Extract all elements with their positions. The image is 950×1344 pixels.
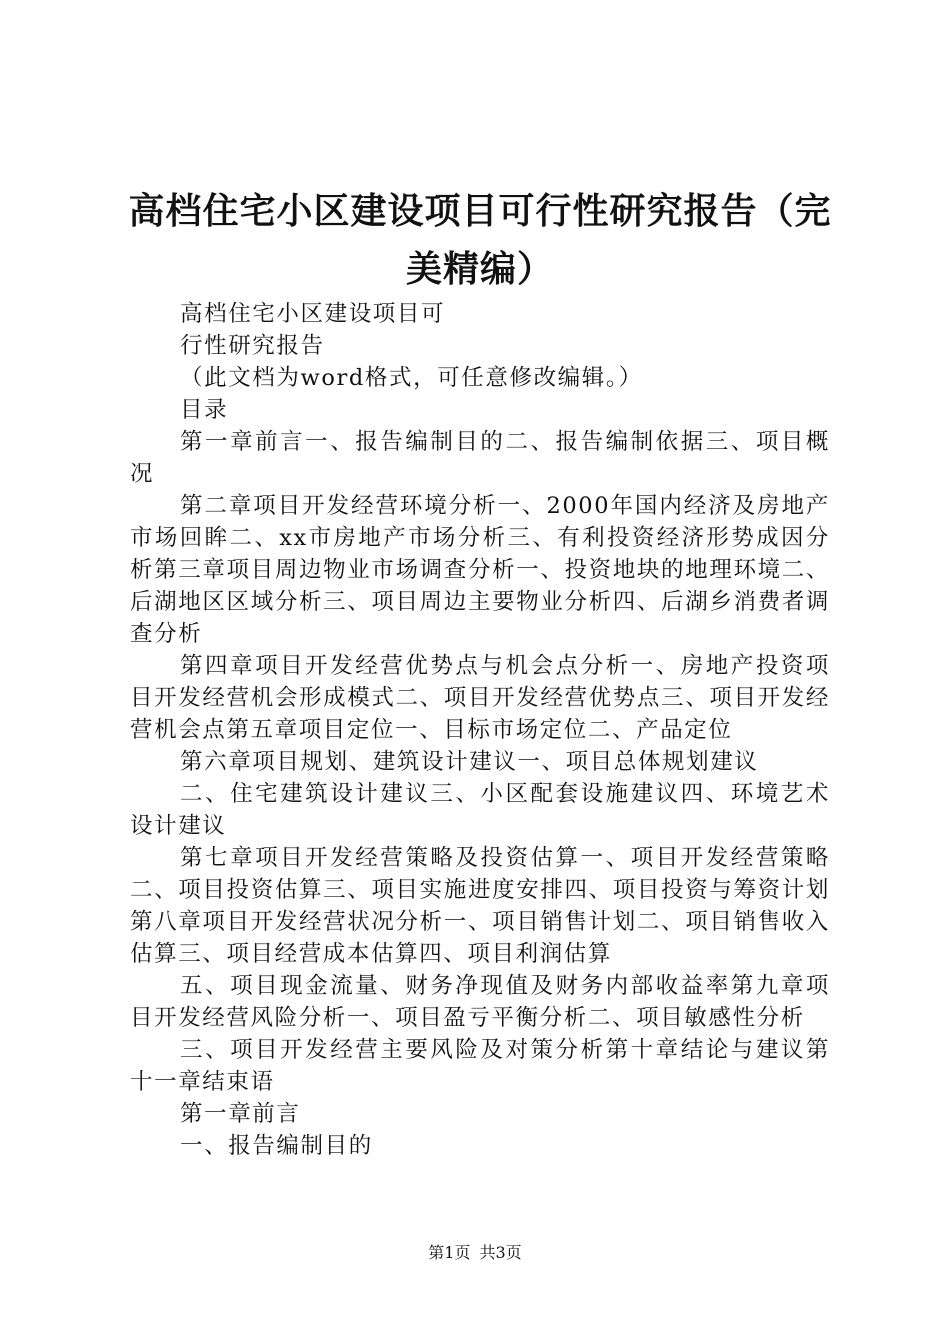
document-body — [130, 298, 830, 1162]
toc-entry: 第二章项目开发经营环境分析一、2000年国内经济及房地产市场回眸二、xx市房地产市场分析三、有利投资经济形势成因分析第三章项目周边物业市场调查分析一、投资地块的地理环境二、后湖地区区域分析三、项目周边主要物业分析四、后湖乡消费者调查分析 — [130, 493, 830, 647]
toc-heading: 目录 — [180, 397, 229, 423]
paragraph: （此文档为word格式，可任意修改编辑。） — [180, 365, 643, 391]
toc-entry: 第四章项目开发经营优势点与机会点分析一、房地产投资项目开发经营机会形成模式二、项目开发经营优势点三、项目开发经营机会点第五章项目定位一、目标市场定位二、产品定位 — [130, 653, 830, 743]
page-number: 第1页 — [428, 1243, 471, 1262]
toc-entry: 五、项目现金流量、财务净现值及财务内部收益率第九章项目开发经营风险分析一、项目盈亏平衡分析二、项目敏感性分析 — [130, 973, 830, 1031]
toc-entry: 二、住宅建筑设计建议三、小区配套设施建议四、环境艺术设计建议 — [130, 781, 830, 839]
paragraph: 高档住宅小区建设项目可 — [180, 301, 446, 327]
paragraph: 行性研究报告 — [180, 333, 325, 359]
toc-entry: 第七章项目开发经营策略及投资估算一、项目开发经营策略二、项目投资估算三、项目实施进度安排四、项目投资与筹资计划第八章项目开发经营状况分析一、项目销售计划二、项目销售收入估算三、项目经营成本估算四、项目利润估算 — [130, 845, 830, 967]
toc-entry: 第六章项目规划、建筑设计建议一、项目总体规划建议 — [180, 749, 759, 775]
page-total: 共3页 — [479, 1243, 522, 1262]
document-title: 高档住宅小区建设项目可行性研究报告（完美精编） — [128, 190, 832, 290]
page-footer — [0, 1242, 950, 1264]
toc-entry: 三、项目开发经营主要风险及对策分析第十章结论与建议第十一章结束语 — [130, 1037, 830, 1095]
toc-entry: 第一章前言一、报告编制目的二、报告编制依据三、项目概况 — [130, 429, 830, 487]
section-heading: 一、报告编制目的 — [180, 1133, 373, 1159]
chapter-heading: 第一章前言 — [180, 1101, 301, 1127]
